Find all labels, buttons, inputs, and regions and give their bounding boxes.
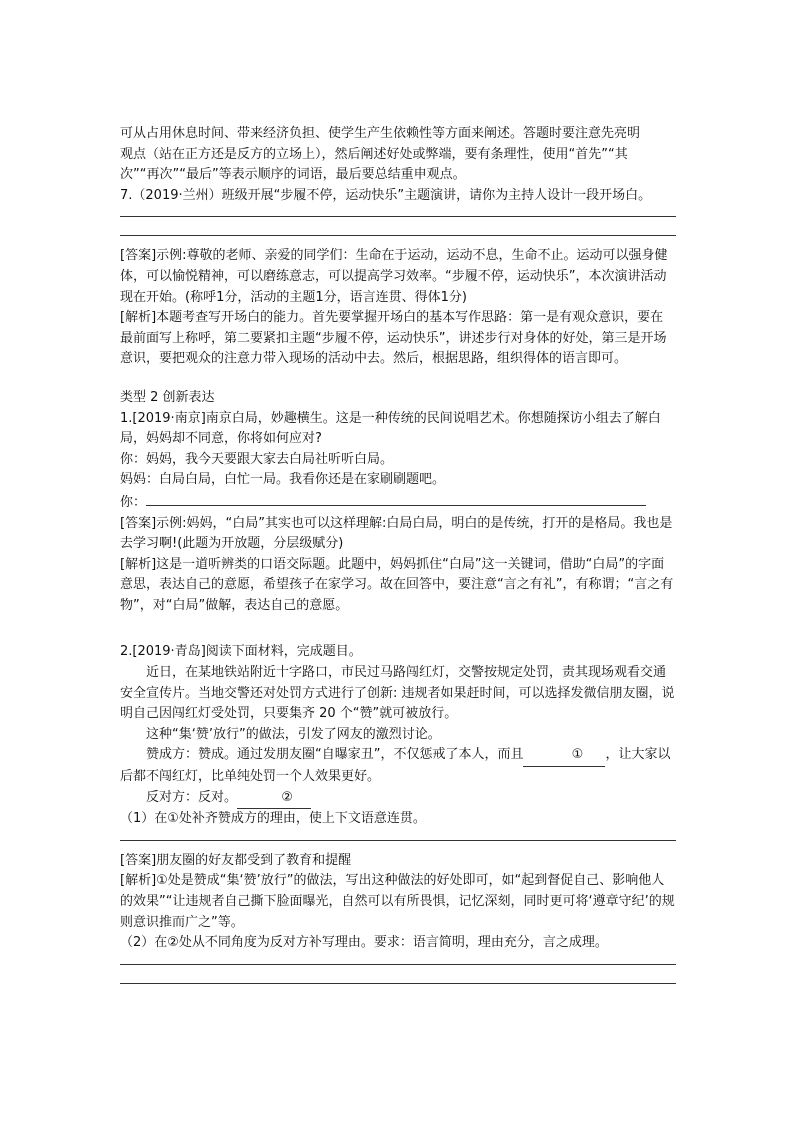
q1-dialogue-mom: 妈妈：白局白局，白忙一局。我看你还是在家刷刷题吧。 <box>120 472 446 488</box>
q1-question: 1.[2019·南京]南京白局，妙趣横生。这是一种传统的民间说唱艺术。你想随探访小组去了解白局，妈妈却不同意，你将如何应对? <box>120 410 661 447</box>
pro-text-after: ，让大家以后都不闯红灯，比单纯处罚一个人效果更好。 <box>120 747 671 785</box>
pro-text: 赞成方：赞成。通过发朋友圈“自曝家丑”，不仅惩戒了本人，而且 <box>146 747 524 763</box>
q1-dialogue-you: 你：妈妈，我今天要跟大家去白局社听听白局。 <box>120 451 394 467</box>
section-title: 类型 2 创新表达 <box>120 389 215 405</box>
intro-line-1: 可从占用休息时间、带来经济负担、使学生产生依赖性等方面来阐述。答题时要注意先亮明 <box>120 126 641 141</box>
q1-dialogue-reply <box>120 491 676 514</box>
intro-line-2: 观点（站在正方还是反方的立场上），然后阐述好处或弊端，要有条理性，使用“首先”“其 <box>120 146 628 162</box>
q2-answer-1: [答案]朋友圈的好友都受到了教育和提醒 <box>120 852 352 868</box>
q2-question: 2.[2019·青岛]阅读下面材料，完成题目。 <box>120 644 362 660</box>
q2-material-para-1: 近日，在某地铁站附近十字路口，市民过马路闯红灯，交警按规定处罚，责其现场观看交通安全宣传片。当地交警还对处罚方式进行了创新: 违规者如果赶时间，可以选择发微信朋友圈，说明自己因闯红灯受处罚，只要集齐 20 个“赞”就可被放行。 <box>120 665 675 722</box>
q2-material-para-2: 这种“集‘赞’放行”的做法，引发了网友的激烈讨论。 <box>146 726 441 742</box>
q1-answer: [答案]示例:妈妈，“白局”其实也可以这样理解:白局白局，明白的是传统，打开的是格局。我也是去学习啊!(此题为开放题，分层级赋分) <box>120 515 673 552</box>
q2-sub-question-2: （2）在②处从不同角度为反对方补写理由。要求：语言简明，理由充分，言之成理。 <box>120 935 608 951</box>
q7-analysis: [解析]本题考查写开场白的能力。首先要掌握开场白的基本写作思路：第一是有观众意识，要在最前面写上称呼，第二要紧扣主题“步履不停，运动快乐”，讲述步行对身体的好处，第三是开场意识，要把观众的注意力带入现场的活动中去。然后，根据思路，组织得体的语言即可。 <box>120 310 667 367</box>
q7-question: 7.（2019·兰州）班级开展“步履不停，运动快乐”主题演讲，请你为主持人设计一段开场白。 <box>120 187 652 203</box>
con-text: 反对方：反对。 <box>146 789 238 805</box>
q7-answer: [答案]示例:尊敬的老师、亲爱的同学们：生命在于运动，运动不息，生命不止。运动可以强身健体，可以愉悦精神，可以磨练意志，可以提高学习效率。“步履不停，运动快乐”，本次演讲活动现在开始。(称呼1分，活动的主题1分，语言连贯、得体1分) <box>120 248 668 305</box>
document-page <box>120 124 676 984</box>
q1-analysis: [解析]这是一道听辨类的口语交际题。此题中，妈妈抓住“白局”这一关键词，借助“白局”的字面意思，表达自己的意愿，希望孩子在家学习。故在回答中，要注意“言之有礼”，有称谓；“言之有物”，对“白局”做解，表达自己的意愿。 <box>120 556 674 613</box>
reply-label: 你： <box>120 494 147 510</box>
answer-line <box>120 983 676 984</box>
reply-blank[interactable] <box>146 491 646 506</box>
blank-2[interactable]: ② <box>237 788 311 810</box>
blank-1[interactable]: ① <box>523 745 605 767</box>
q2-analysis-1: [解析]①处是赞成“集‘赞’放行”的做法，写出这种做法的好处即可，如“起到督促自己、影响他人的效果”“让违规者自己撕下脸面曝光，自然可以有所畏惧，记忆深刻，同时更可将‘遵章守纪’的规则意识推而广之”等。 <box>120 873 675 930</box>
intro-line-3: 次”“再次”“最后”等表示顺序的词语，最后要总结重申观点。 <box>120 167 466 183</box>
q2-pro-side <box>120 745 676 787</box>
q2-con-side <box>120 788 676 810</box>
q2-sub-question-1: （1）在①处补齐赞成方的理由，使上下文语意连贯。 <box>120 811 426 827</box>
